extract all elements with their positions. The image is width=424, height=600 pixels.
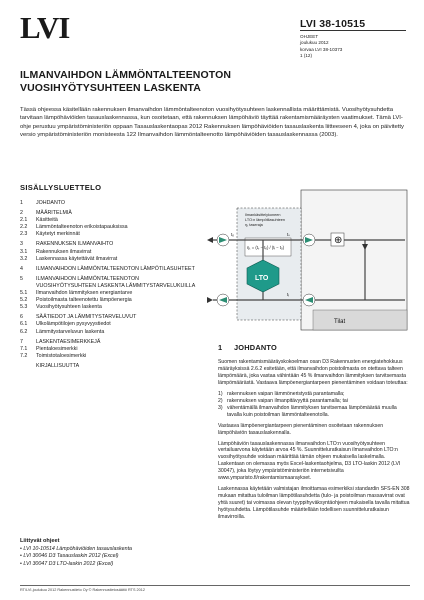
header-rule <box>300 30 406 31</box>
toc-item-number: 5 <box>20 275 23 282</box>
toc-item-number: 5.1 <box>20 290 28 297</box>
table-of-contents <box>20 197 200 370</box>
flow-arrow-out-icon <box>207 297 213 303</box>
toc-item-title: RAKENNUKSEN ILMANVAIHTO <box>36 241 114 248</box>
toc-item-title: Lämmitystarveluvun laskenta <box>36 328 105 335</box>
section-1-paragraph-1: Suomen rakentamismääräyskokoelman osan D3 Rakennusten energiatehokkuus määräyksissä 2.6.2 esitetään, että ilmanvaihdon poistoilmasta on otettava talteen lämpömäärä, joka vastaa vähintään 45 % ilmanvaihdon lämmityksen tarvitsemasta lämpömäärästä. Vastaava lämpöenergiantarpeen pienentäminen voidaan toteuttaa: <box>218 359 408 386</box>
toc-item[interactable] <box>20 346 200 353</box>
toc-item[interactable] <box>20 339 200 346</box>
fan-top-right-icon <box>303 234 315 246</box>
toc-item-number: 5.3 <box>20 304 28 311</box>
toc-item-title: Poistoilmasta talteenotettu lämpöenergia <box>36 297 132 304</box>
toc-item-number: 5.2 <box>20 297 28 304</box>
tilat-area <box>313 310 407 330</box>
meta-replaces: korvaa LVI 38-10373 <box>300 46 343 52</box>
flow-arrow-in-icon <box>207 237 213 243</box>
toc-item-title: Rakennuksen ilmavirrat <box>36 248 92 255</box>
meta-date: joulukuu 2012 <box>300 40 329 46</box>
toc-item-title: Käsitteitä <box>36 217 58 224</box>
section-1-number: 1 <box>218 343 223 352</box>
related-item[interactable]: • LVI 30047 D3 LTO-laskin 2012 (Excel) <box>20 561 210 568</box>
toc-item[interactable] <box>20 224 200 231</box>
toc-item[interactable] <box>20 329 200 336</box>
toc-item-title: Vuosihyötysuhteen laskenta <box>36 304 102 311</box>
toc-item-number: 1 <box>20 200 23 206</box>
list-item: 1) rakennuksen vaipan lämmöneristystä parantamalla; <box>218 390 345 397</box>
toc-item-title: Ilmanvaihdon lämmityksen energiantarve <box>36 290 133 297</box>
building-box <box>301 190 407 330</box>
document-meta <box>300 34 342 59</box>
toc-item-title: Ulkolämpötilojen pysyvyystiedot <box>36 321 111 328</box>
toc-item-number: 4 <box>20 265 23 272</box>
toc-item-number: 6.2 <box>20 328 28 335</box>
toc-item-number: 2.1 <box>20 217 28 224</box>
list-item: 2) rakennuksen vaipan ilmanpitävyyttä parantamalla; tai <box>218 397 348 404</box>
toc-item-title: MÄÄRITELMIÄ <box>36 210 72 217</box>
toc-item-title: Lämmöntalteenoton erikoistapauksissa <box>36 224 128 231</box>
related-item[interactable]: • LVI 30046 D3 Tasauslaskin 2012 (Excel) <box>20 553 210 560</box>
toc-item-title: JOHDANTO <box>36 200 66 206</box>
toc-item[interactable] <box>20 231 200 238</box>
toc-item-title: KIRJALLISUUTTA <box>36 362 80 369</box>
document-title <box>20 69 320 94</box>
page-footer: RT/LVI-joulukuu 2012 Rakennustieto Oy © Rakennustietosäätiö RTS 2012 <box>20 588 146 592</box>
toc-item[interactable] <box>20 210 200 217</box>
list-item: 3) vähentämällä ilmanvaihdon lämmityksen tarvitsemaa lämpömäärää muulla tavalla kuin poistoilman lämmöntalteenotolla. <box>218 404 397 418</box>
toc-item[interactable] <box>20 241 200 248</box>
temp-o-label: tₒ <box>231 232 234 237</box>
toc-item-number: 3.1 <box>20 248 28 255</box>
toc-item[interactable] <box>20 353 200 360</box>
toc-item-title: Pientaloesimerkki <box>36 345 78 352</box>
lto-diagram <box>205 182 410 334</box>
lvi-logo <box>20 10 76 45</box>
toc-item[interactable] <box>20 290 200 297</box>
related-list <box>20 546 210 568</box>
toc-item-number: 2.3 <box>20 231 28 238</box>
toc-item-number: 6 <box>20 314 23 321</box>
toc-item[interactable] <box>20 217 200 224</box>
toc-item[interactable] <box>20 304 200 311</box>
toc-item-title: Laskennassa käytettävät ilmavirrat <box>36 255 118 262</box>
toc-item-number <box>20 363 36 370</box>
toc-item-title: ILMANVAIHDON LÄMMÖNTALTEENOTON LÄMPÖTILASUHTEET <box>36 265 195 272</box>
lto-label: LTO <box>255 275 269 282</box>
heater-plus-icon: ⊕ <box>334 235 343 246</box>
toc-item-number: 3.2 <box>20 255 28 262</box>
title-line-1: ILMANVAIHDON LÄMMÖNTALTEENOTON <box>20 69 232 81</box>
fan-bottom-right-icon <box>303 294 315 306</box>
toc-item-number: 7 <box>20 338 23 345</box>
section-1-paragraph-3: Lämpöhäviön tasauslaskennassa ilmanvaihdon LTO:n vuosihyötysuhteen vertailuarvona käytetään arvoa 45 %. Suunnitteluratkaisun ilmanvaihdon LTO:n vuosihyötysuhde voidaan määrittää tämän ohjeen mukaisella laskelmalla. Laskentaan on olemassa myös Excel-laskentaohjelma, D3 LTO-laskin 2012 (LVI 30047), joka löytyy ympäristöministeriön internetsivuilta www.ymparisto.fi/rakentamismaaraykset. <box>218 440 401 482</box>
toc-item-number: 6.1 <box>20 321 28 328</box>
section-1-heading <box>218 343 277 352</box>
boundary-label-1: Ilmankäsittelykoneen <box>245 213 281 217</box>
section-1-list <box>218 391 410 419</box>
toc-item[interactable] <box>20 256 200 263</box>
fan-top-left-icon <box>217 234 229 246</box>
meta-pages: 1 (12) <box>300 52 313 58</box>
related-heading: Liittyvät ohjeet <box>20 538 60 544</box>
toc-item-title: Käytetyt merkinnät <box>36 231 80 238</box>
boundary-label-2: LTO:n lämpötilasuhteen <box>245 218 285 222</box>
section-1-body <box>218 359 410 525</box>
intro-paragraph: Tässä ohjeessa käsitellään rakennuksen ilmanvaihdon lämmöntalteenoton vuosihyötysuhteen laskennallista määrittämistä. Vuosihyötysuhdetta tarvitaan lämpöhäviöiden tasauslaskennassa, kun osoitetaan, että rakennuksen lämpöhäviö täyttää rakentamismääräysten vaatimukset. Tämä LVI-ohje perustuu ympäristöministeriön oppaan Tasauslaskentaopas 2012 Rakennuksen lämpöhäviöiden tasauslaskenta liitteeseen 4, joka on päivitetty versio ympäristöministeriön monisteesta 122 Ilmanvaihdon lämmöntalteenotto lämpöhäviöiden tasauslaskennassa (2003). <box>20 107 405 138</box>
section-1-title: JOHDANTO <box>234 343 277 352</box>
toc-item[interactable] <box>20 297 200 304</box>
logo-text: LVI <box>20 10 70 45</box>
toc-item-title: ILMANVAIHDON LÄMMÖNTALTEENOTON VUOSIHYÖTYSUHTEEN LASKENTA LÄMMITYSTARVELUKUILLA <box>36 275 196 289</box>
toc-item[interactable] <box>20 321 200 328</box>
boundary-label-3: ηₜ taseraja <box>245 223 263 227</box>
toc-item[interactable] <box>20 276 200 290</box>
toc-item[interactable] <box>20 363 200 370</box>
toc-item[interactable] <box>20 266 200 273</box>
related-item[interactable]: • LVI 10-10514 Lämpöhäviöiden tasauslaskenta <box>20 546 210 553</box>
section-1-paragraph-4: Laskennassa käytetään valmistajan ilmoittamaa esimerkiksi standardin SFS-EN 308 mukaan mitattua tuloilman lämpötilasuhdetta (tulo- ja poistoilman massavirrat ovat yhtä suuret) tai voimassa olevan tyyppihyväksyntäohjeen mukaisella tavalla mitattua hyötysuhdetta. Lämpötilasuhde määritellään todellisen suunnitteluratkaisun ilmavirroilla. <box>218 486 410 521</box>
toc-item[interactable] <box>20 200 200 207</box>
toc-item-title: Toimistotaloesimerkki <box>36 352 87 359</box>
tilat-label: Tilat <box>334 319 346 325</box>
title-line-2: VUOSIHYÖTYSUHTEEN LASKENTA <box>20 81 201 94</box>
formula-text: ηₜ = (tₛ − tₒ) / (tᵢ − tₒ) <box>247 245 284 250</box>
document-number: LVI 38-10515 <box>300 18 366 30</box>
toc-item-title: SÄÄTIEDOT JA LÄMMITYSTARVELUVUT <box>36 314 137 321</box>
temp-i-label: tᵢ <box>287 292 289 297</box>
toc-item-title: LASKENTAESIMERKKEJÄ <box>36 338 101 345</box>
footer-rule <box>20 585 410 586</box>
fan-bottom-left-icon <box>217 294 229 306</box>
toc-item-number: 3 <box>20 241 23 248</box>
temp-s-label: tₛ <box>287 232 290 237</box>
toc-item[interactable] <box>20 314 200 321</box>
toc-item-number: 2.2 <box>20 224 28 231</box>
related-guides <box>20 538 210 568</box>
section-1-paragraph-2: Vastaava lämpöenergiantarpeen pienentäminen osoitetaan rakennuksen lämpöhäviön tasauslaskennalla. <box>218 422 384 436</box>
meta-type: OHJEET <box>300 34 319 39</box>
toc-heading: SISÄLLYSLUETTELO <box>20 183 102 192</box>
toc-item-number: 7.1 <box>20 345 28 352</box>
toc-item[interactable] <box>20 249 200 256</box>
toc-item-number: 7.2 <box>20 352 28 359</box>
toc-item-number: 2 <box>20 210 23 217</box>
